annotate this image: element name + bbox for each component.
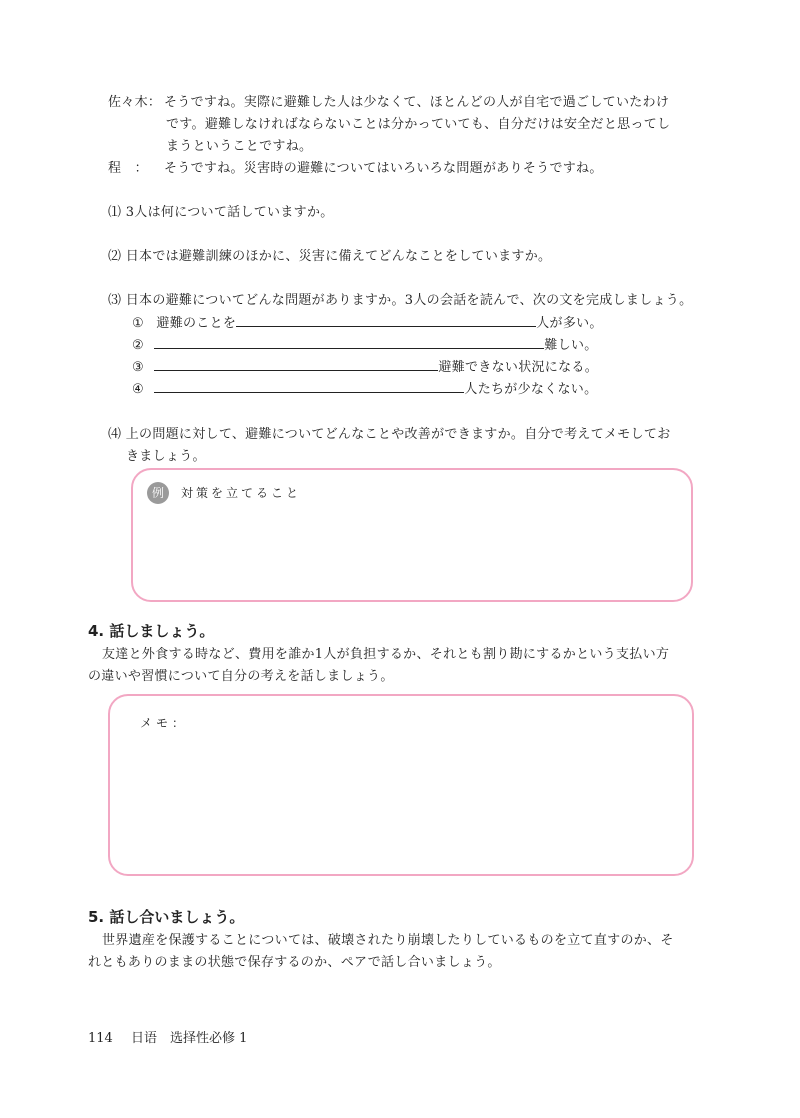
item-suffix: 避難できない状況になる。 bbox=[438, 360, 599, 375]
question-4-line: きましょう。 bbox=[126, 449, 206, 464]
question-1: ⑴ 3人は何について話していますか。 bbox=[108, 205, 334, 220]
dialogue-line: そうですね。災害時の避難についてはいろいろな問題がありそうですね。 bbox=[164, 161, 603, 176]
item-number: ① bbox=[132, 316, 144, 331]
answer-blank[interactable] bbox=[154, 334, 544, 349]
speaker-sasaki: 佐々木： bbox=[108, 95, 162, 110]
q3-item-2 bbox=[132, 334, 598, 357]
section-4-line: の違いや習慣について自分の考えを話しましょう。 bbox=[88, 669, 394, 684]
section-5-body bbox=[88, 930, 674, 974]
dialogue-sasaki bbox=[108, 92, 670, 158]
answer-blank[interactable] bbox=[236, 312, 536, 327]
example-badge: 例 bbox=[147, 482, 169, 504]
memo-box[interactable] bbox=[108, 694, 694, 876]
book-title: 日语 选择性必修 1 bbox=[130, 1031, 248, 1046]
speaker-tei: 程 ： bbox=[108, 161, 148, 176]
memo-label: メモ： bbox=[140, 716, 189, 730]
question-3: ⑶ 日本の避難についてどんな問題がありますか。3人の会話を読んで、次の文を完成しましょう。 bbox=[108, 293, 693, 308]
q3-item-3 bbox=[132, 356, 598, 379]
question-2: ⑵ 日本では避難訓練のほかに、災害に備えてどんなことをしていますか。 bbox=[108, 249, 552, 264]
question-4-line: ⑷ 上の問題に対して、避難についてどんなことや改善ができますか。自分で考えてメモしてお bbox=[108, 427, 671, 442]
example-text: 対策を立てること bbox=[181, 486, 302, 500]
q3-item-1 bbox=[132, 312, 603, 335]
dialogue-tei bbox=[108, 158, 603, 180]
item-suffix: 人が多い。 bbox=[536, 316, 603, 331]
question-4 bbox=[108, 424, 671, 468]
page-number: 114 bbox=[88, 1031, 113, 1046]
answer-blank[interactable] bbox=[154, 378, 464, 393]
q3-item-4 bbox=[132, 378, 597, 401]
section-4-heading: 4. 話しましょう。 bbox=[88, 622, 215, 640]
item-suffix: 難しい。 bbox=[544, 338, 598, 353]
answer-blank[interactable] bbox=[154, 356, 438, 371]
section-5-line: 世界遺産を保護することについては、破壊されたり崩壊したりしているものを立て直すのか、そ bbox=[102, 933, 674, 948]
example-memo-box[interactable] bbox=[131, 468, 693, 602]
item-number: ④ bbox=[132, 382, 144, 397]
section-4-body bbox=[88, 644, 669, 688]
dialogue-line: です。避難しなければならないことは分かっていても、自分だけは安全だと思ってし bbox=[166, 117, 671, 132]
item-number: ③ bbox=[132, 360, 144, 375]
section-4-line: 友達と外食する時など、費用を誰か1人が負担するか、それとも割り勘にするかという支払い方 bbox=[102, 647, 670, 662]
section-5-heading: 5. 話し合いましょう。 bbox=[88, 908, 245, 926]
item-suffix: 人たちが少なくない。 bbox=[464, 382, 598, 397]
dialogue-line: まうということですね。 bbox=[166, 139, 313, 154]
dialogue-line: そうですね。実際に避難した人は少なくて、ほとんどの人が自宅で過ごしていたわけ bbox=[164, 95, 670, 110]
item-prefix: 避難のことを bbox=[156, 316, 237, 331]
section-5-line: れともありのままの状態で保存するのか、ペアで話し合いましょう。 bbox=[88, 955, 501, 970]
page-footer bbox=[88, 1027, 247, 1046]
item-number: ② bbox=[132, 338, 144, 353]
